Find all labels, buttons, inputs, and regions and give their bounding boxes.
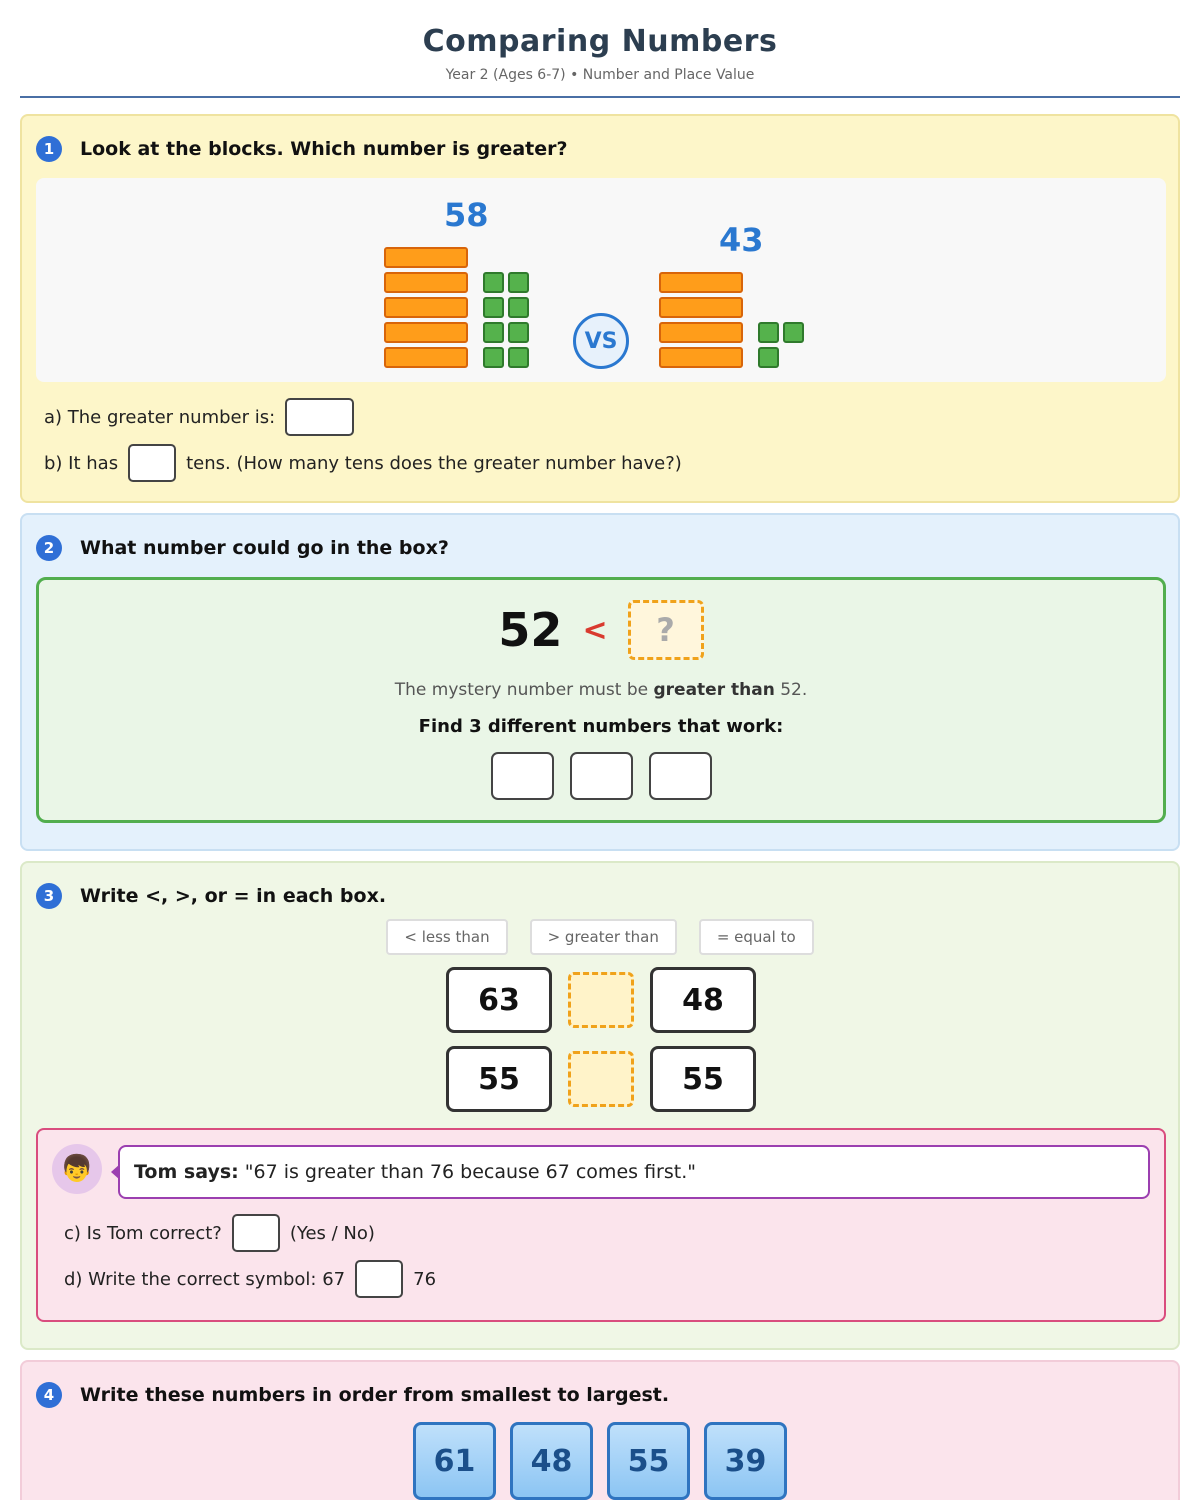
part-c-label: c) Is Tom correct? (64, 1222, 222, 1244)
tom-quote: "67 is greater than 76 because 67 comes first." (244, 1161, 696, 1183)
ten-block (659, 297, 743, 318)
question-text: Write <, >, or = in each box. (80, 885, 387, 907)
one-block (483, 322, 504, 343)
tens-answer-box[interactable] (128, 444, 176, 482)
known-number: 52 (498, 603, 563, 657)
less-than-symbol: < (582, 612, 608, 648)
header-divider (20, 96, 1180, 98)
answer-boxes (39, 752, 1163, 800)
question-1-heading (36, 136, 568, 162)
part-d-line (64, 1260, 436, 1298)
one-block (483, 272, 504, 293)
hint-part: The mystery number must be (394, 680, 649, 700)
symbol-answer-box-2[interactable] (568, 1051, 634, 1107)
yes-no-answer-box[interactable] (232, 1214, 280, 1252)
vs-badge: VS (573, 313, 629, 369)
ten-block (384, 297, 468, 318)
question-1-section (20, 114, 1180, 503)
answer-box-1[interactable] (491, 752, 554, 800)
less-than-chip: < less than (386, 919, 507, 955)
mystery-number-box (36, 577, 1166, 823)
hint-text (39, 680, 1163, 700)
part-b-label-rest: tens. (How many tens does the greater number have?) (186, 452, 682, 474)
symbol-key (22, 919, 1178, 955)
number-card[interactable]: 61 (413, 1422, 496, 1500)
right-number: 55 (650, 1046, 756, 1112)
speaker-label: Tom says: (134, 1161, 239, 1183)
blocks-panel (36, 178, 1166, 382)
symbol-answer-box-1[interactable] (568, 972, 634, 1028)
one-block (483, 297, 504, 318)
number-card[interactable]: 48 (510, 1422, 593, 1500)
greater-number-answer-box[interactable] (285, 398, 354, 436)
question-4-section (20, 1360, 1180, 1500)
mystery-number-slot: ? (628, 600, 704, 660)
question-4-heading (36, 1382, 669, 1408)
question-number-badge: 4 (36, 1382, 62, 1408)
question-3-section (20, 861, 1180, 1350)
part-d-number: 76 (413, 1268, 437, 1290)
comparison-row-1 (446, 967, 756, 1033)
right-number: 48 (650, 967, 756, 1033)
question-number-badge: 2 (36, 535, 62, 561)
worksheet-header (0, 0, 1200, 83)
ten-block (384, 347, 468, 368)
question-2-section (20, 513, 1180, 851)
question-text: What number could go in the box? (80, 537, 449, 559)
question-text: Write these numbers in order from smallest to largest. (80, 1384, 670, 1406)
equal-to-chip: = equal to (699, 919, 814, 955)
ten-block (384, 322, 468, 343)
one-block (508, 347, 529, 368)
part-c-line (64, 1214, 375, 1252)
ten-block (384, 272, 468, 293)
speech-bubble (118, 1145, 1150, 1199)
question-2-heading (36, 535, 449, 561)
one-block (483, 347, 504, 368)
greater-than-chip: > greater than (530, 919, 677, 955)
part-b-label: b) It has (44, 452, 119, 474)
part-b-line (44, 444, 682, 482)
one-block (508, 272, 529, 293)
ten-block (659, 322, 743, 343)
one-block (508, 297, 529, 318)
question-number-badge: 3 (36, 883, 62, 909)
part-a-line (44, 398, 354, 436)
ten-block (659, 272, 743, 293)
one-block (758, 322, 779, 343)
one-block (783, 322, 804, 343)
number-cards (22, 1422, 1178, 1500)
inequality (39, 600, 1163, 660)
ten-block (384, 247, 468, 268)
question-number-badge: 1 (36, 136, 62, 162)
part-a-label: a) The greater number is: (44, 406, 276, 428)
avatar (52, 1144, 102, 1194)
number-card[interactable]: 55 (607, 1422, 690, 1500)
boy-face-icon: 👦 (60, 1154, 94, 1184)
correct-symbol-answer-box[interactable] (355, 1260, 403, 1298)
right-number-label: 43 (719, 221, 764, 259)
find-instruction: Find 3 different numbers that work: (418, 716, 784, 737)
number-card[interactable]: 39 (704, 1422, 787, 1500)
answer-box-2[interactable] (570, 752, 633, 800)
left-number-label: 58 (444, 196, 489, 234)
tom-challenge-box (36, 1128, 1166, 1322)
comparison-row-2 (446, 1046, 756, 1112)
part-d-label: d) Write the correct symbol: 67 (64, 1268, 346, 1290)
one-block (758, 347, 779, 368)
page-subtitle: Year 2 (Ages 6-7) • Number and Place Value (445, 67, 755, 83)
part-c-options: (Yes / No) (289, 1222, 375, 1244)
hint-bold: greater than (653, 680, 775, 700)
hint-part: 52. (780, 680, 808, 700)
left-number: 55 (446, 1046, 552, 1112)
one-block (508, 322, 529, 343)
ten-block (659, 347, 743, 368)
page-title: Comparing Numbers (422, 24, 778, 59)
left-number: 63 (446, 967, 552, 1033)
answer-box-3[interactable] (649, 752, 712, 800)
question-3-heading (36, 883, 386, 909)
question-text: Look at the blocks. Which number is greater? (80, 138, 568, 160)
